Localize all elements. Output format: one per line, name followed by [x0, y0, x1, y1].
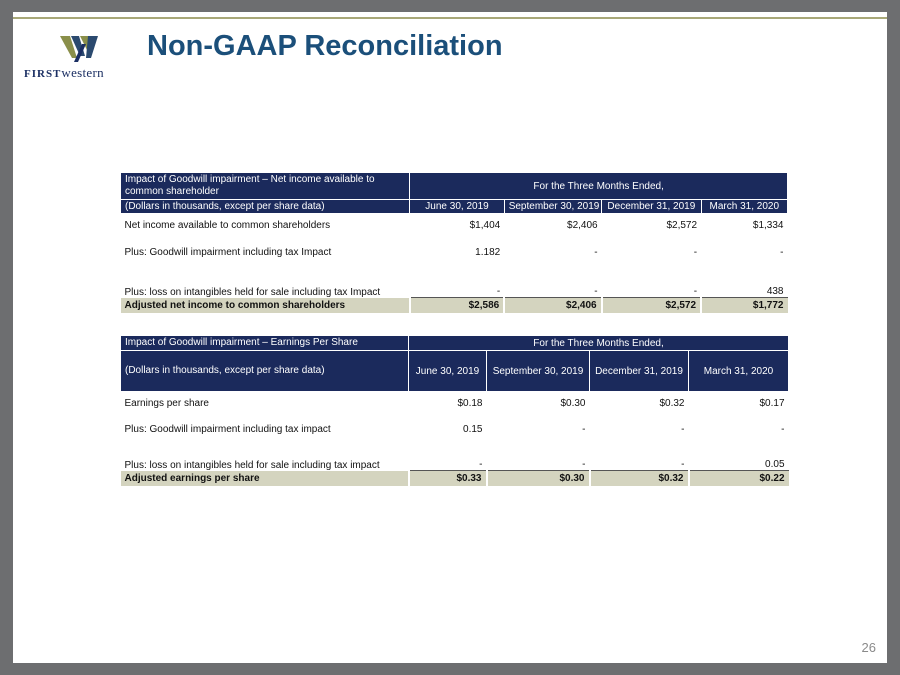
total-value: $0.30: [487, 471, 590, 486]
cell-value: $0.17: [759, 398, 785, 410]
row-label: Net income available to common shareholders: [124, 220, 331, 232]
column-header: September 30, 2019: [504, 200, 601, 214]
cell-value: -: [594, 247, 598, 258]
row-label: Earnings per share: [124, 398, 209, 410]
logo-first: FIRST: [24, 68, 62, 80]
period-label: For the Three Months Ended,: [410, 173, 788, 200]
cell-value: -: [681, 424, 685, 435]
net-income-table: [120, 172, 788, 313]
logo-wordmark: [24, 65, 104, 81]
row-label: Plus: loss on intangibles held for sale including tax Impact: [124, 286, 381, 298]
cell-value: $1,334: [752, 220, 784, 232]
cell-value: -: [582, 424, 586, 435]
column-header: March 31, 2020: [689, 351, 789, 392]
total-value: $1,772: [701, 298, 787, 313]
table-row: [121, 444, 789, 471]
cell-value: -: [693, 247, 698, 258]
column-header: September 30, 2019: [487, 351, 590, 392]
total-value: $0.22: [689, 471, 789, 486]
table-heading: Impact of Goodwill impairment – Net income available to common shareholder: [121, 173, 410, 200]
total-row: [121, 471, 789, 486]
page-number: 26: [861, 640, 876, 655]
row-label: Plus: Goodwill impairment including tax Impact: [124, 247, 332, 258]
total-value: $2,586: [410, 298, 504, 313]
cell-value: $0.18: [457, 398, 483, 410]
logo-w-icon: [60, 34, 100, 64]
table-heading: Impact of Goodwill impairment – Earnings Per Share: [121, 336, 409, 351]
total-label: Adjusted earnings per share: [121, 471, 409, 486]
table-row: [121, 268, 788, 298]
total-value: $2,406: [504, 298, 601, 313]
table-header-row: [121, 173, 788, 200]
cell-value: -: [781, 424, 785, 435]
table-subheader-row: [121, 200, 788, 214]
table-row: [121, 238, 788, 268]
cell-value: 1.182: [475, 247, 501, 258]
cell-value: $1,404: [469, 220, 501, 232]
cell-value: 0.05: [689, 444, 789, 471]
top-rule: [13, 17, 887, 19]
total-row: [121, 298, 788, 313]
column-header: December 31, 2019: [590, 351, 689, 392]
table-row: [121, 214, 788, 238]
column-header: March 31, 2020: [701, 200, 787, 214]
units-label: (Dollars in thousands, except per share data): [121, 200, 410, 214]
table-subheader-row: [121, 351, 789, 392]
cell-value: 0.15: [463, 424, 483, 435]
column-header: June 30, 2019: [409, 351, 487, 392]
cell-value: -: [410, 268, 504, 298]
cell-value: $0.30: [560, 398, 586, 410]
total-value: $2,572: [602, 298, 701, 313]
cell-value: 438: [701, 268, 787, 298]
cell-value: $2,406: [567, 220, 598, 232]
row-label: Plus: loss on intangibles held for sale including tax impact: [124, 459, 380, 471]
cell-value: -: [602, 268, 701, 298]
total-label: Adjusted net income to common shareholders: [121, 298, 410, 313]
cell-value: $2,572: [666, 220, 698, 232]
table-header-row: [121, 336, 789, 351]
period-label: For the Three Months Ended,: [409, 336, 789, 351]
total-value: $0.32: [590, 471, 689, 486]
cell-value: -: [504, 268, 601, 298]
cell-value: $0.32: [659, 398, 685, 410]
cell-value: -: [487, 444, 590, 471]
units-label: (Dollars in thousands, except per share data): [121, 351, 409, 392]
column-header: June 30, 2019: [410, 200, 504, 214]
cell-value: -: [590, 444, 689, 471]
row-label: Plus: Goodwill impairment including tax impact: [124, 424, 331, 435]
table-row: [121, 416, 789, 444]
company-logo: [24, 34, 134, 92]
column-header: December 31, 2019: [602, 200, 701, 214]
cell-value: -: [409, 444, 487, 471]
slide: [13, 12, 887, 663]
cell-value: -: [780, 247, 784, 258]
earnings-per-share-table: [120, 335, 789, 486]
total-value: $0.33: [409, 471, 487, 486]
logo-western: western: [61, 65, 104, 80]
page-title: Non-GAAP Reconciliation: [147, 30, 503, 62]
table-row: [121, 392, 789, 416]
